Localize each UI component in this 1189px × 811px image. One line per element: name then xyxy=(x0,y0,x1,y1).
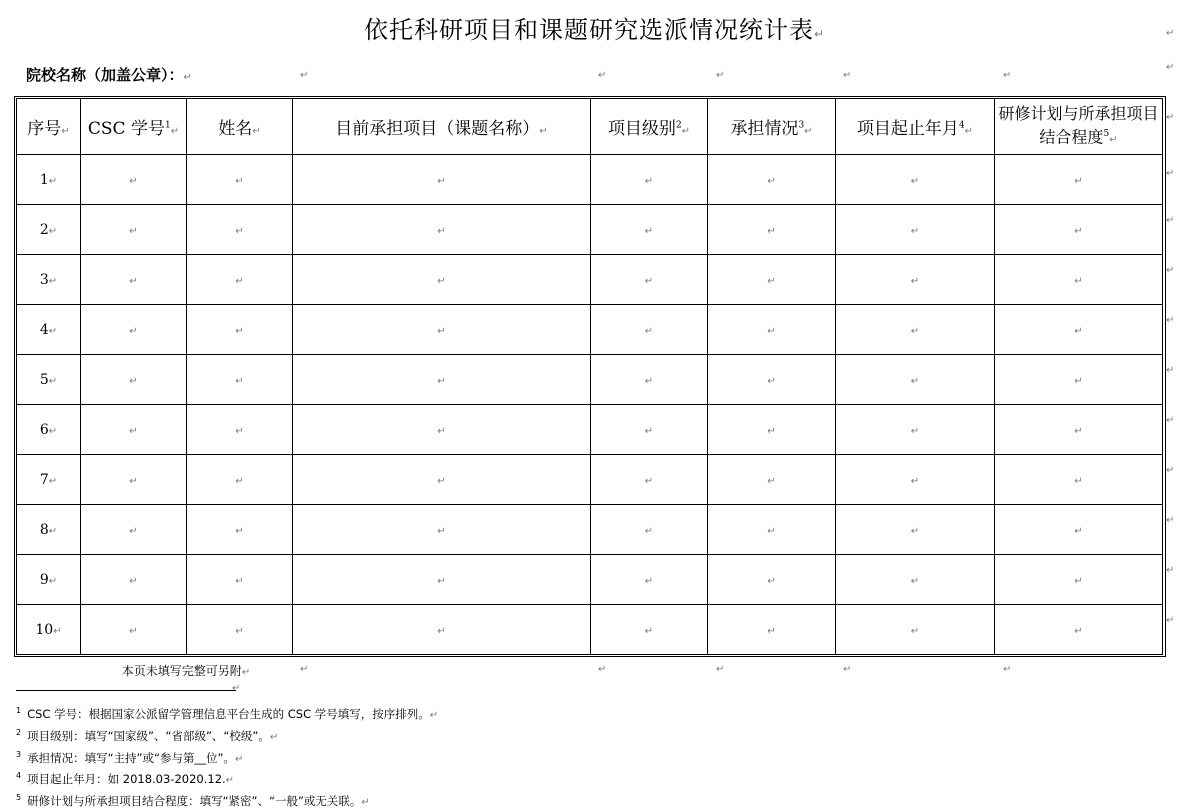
table-cell[interactable] xyxy=(836,305,995,355)
table-row xyxy=(17,555,1163,605)
column-header xyxy=(995,99,1163,155)
paragraph-mark: ↵ xyxy=(437,325,446,337)
row-number-cell xyxy=(17,455,81,505)
paragraph-mark: ↵ xyxy=(235,475,244,487)
paragraph-mark: ↵ xyxy=(48,475,58,487)
paragraph-mark: ↵ xyxy=(644,475,654,487)
table-cell[interactable] xyxy=(187,355,293,405)
paragraph-mark: ↵ xyxy=(235,625,244,637)
table-cell[interactable] xyxy=(995,255,1163,305)
table-cell[interactable] xyxy=(293,555,591,605)
paragraph-mark: ↵ xyxy=(235,225,244,237)
footnote-ref: 3 xyxy=(798,120,805,131)
paragraph-mark: ↵ xyxy=(129,625,138,637)
table-cell[interactable] xyxy=(81,355,187,405)
table-cell[interactable] xyxy=(591,305,708,355)
footnote-text: 研修计划与所承担项目结合程度：填写“紧密”、“一般”或无关联。 xyxy=(27,794,362,809)
column-header-label: 目前承担项目（课题名称） xyxy=(335,119,540,139)
paragraph-mark: ↵ xyxy=(235,275,244,287)
paragraph-mark: ↵ xyxy=(644,325,654,337)
paragraph-mark: ↵ xyxy=(813,27,826,41)
table-row xyxy=(17,155,1163,205)
paragraph-mark: ↵ xyxy=(1166,515,1175,526)
column-header xyxy=(17,99,81,155)
table-cell[interactable] xyxy=(708,205,836,255)
paragraph-mark: ↵ xyxy=(53,625,62,637)
table-cell[interactable] xyxy=(293,205,591,255)
table-cell[interactable] xyxy=(708,355,836,405)
paragraph-mark: ↵ xyxy=(1074,275,1083,287)
paragraph-mark: ↵ xyxy=(129,175,138,187)
paragraph-mark: ↵ xyxy=(48,175,58,187)
table-header-row xyxy=(17,99,1163,155)
table-cell[interactable] xyxy=(836,605,995,655)
column-header-label: 研修计划与所承担项目结合程度 xyxy=(998,103,1159,147)
table-cell[interactable] xyxy=(708,305,836,355)
paragraph-mark: ↵ xyxy=(437,575,446,587)
table-cell[interactable] xyxy=(187,455,293,505)
footnote-ref: 2 xyxy=(675,120,682,131)
table-cell[interactable] xyxy=(708,455,836,505)
paragraph-mark: ↵ xyxy=(910,475,920,487)
column-header-label: 承担情况 xyxy=(730,119,799,139)
paragraph-mark: ↵ xyxy=(234,753,244,765)
table-cell[interactable] xyxy=(293,505,591,555)
statistics-table xyxy=(16,98,1163,655)
paragraph-mark: ↵ xyxy=(910,575,920,587)
table-cell[interactable] xyxy=(187,205,293,255)
table-cell[interactable] xyxy=(995,305,1163,355)
table-cell[interactable] xyxy=(995,405,1163,455)
table-cell[interactable] xyxy=(995,605,1163,655)
paragraph-mark: ↵ xyxy=(48,575,58,587)
footnote-number: 5 xyxy=(16,793,22,803)
paragraph-mark: ↵ xyxy=(1166,315,1175,326)
paragraph-mark: ↵ xyxy=(767,175,776,187)
table-cell[interactable] xyxy=(836,405,995,455)
paragraph-mark: ↵ xyxy=(129,275,138,287)
paragraph-mark: ↵ xyxy=(48,425,58,437)
paragraph-mark: ↵ xyxy=(48,225,58,237)
paragraph-mark: ↵ xyxy=(1074,475,1083,487)
paragraph-mark: ↵ xyxy=(767,625,776,637)
table-cell[interactable] xyxy=(995,355,1163,405)
table-cell[interactable] xyxy=(995,555,1163,605)
table-cell[interactable] xyxy=(81,205,187,255)
table-cell[interactable] xyxy=(187,155,293,205)
paragraph-mark: ↵ xyxy=(235,525,244,537)
paragraph-mark: ↵ xyxy=(910,625,920,637)
school-name-label: 院校名称（加盖公章）：↵ xyxy=(26,66,192,84)
column-header-label: 项目起止年月 xyxy=(856,119,959,139)
paragraph-mark: ↵ xyxy=(437,475,446,487)
table-cell[interactable] xyxy=(293,605,591,655)
table-cell[interactable] xyxy=(81,455,187,505)
paragraph-mark: ↵ xyxy=(910,175,920,187)
footnotes xyxy=(16,702,438,811)
paragraph-mark: ↵ xyxy=(1074,575,1083,587)
paragraph-mark: ↵ xyxy=(1109,134,1118,146)
paragraph-mark: ↵ xyxy=(235,325,244,337)
table-cell[interactable] xyxy=(293,255,591,305)
paragraph-mark: ↵ xyxy=(129,525,138,537)
paragraph-mark: ↵ xyxy=(129,475,138,487)
footnote-number: 1 xyxy=(16,706,22,715)
paragraph-mark: ↵ xyxy=(129,375,138,387)
footnote-ref: 4 xyxy=(958,120,965,131)
paragraph-mark: ↵ xyxy=(843,664,852,675)
column-header-label: 姓名 xyxy=(218,119,253,139)
table-cell[interactable] xyxy=(836,505,995,555)
row-number: 6 xyxy=(39,421,49,438)
table-cell[interactable] xyxy=(591,605,708,655)
footnote-item xyxy=(16,724,438,746)
paragraph-mark: ↵ xyxy=(1074,425,1083,437)
table-cell[interactable] xyxy=(708,155,836,205)
row-number-cell xyxy=(17,505,81,555)
table-cell[interactable] xyxy=(187,305,293,355)
paragraph-mark: ↵ xyxy=(910,375,920,387)
paragraph-mark: ↵ xyxy=(1166,215,1175,226)
paragraph-mark: ↵ xyxy=(183,72,192,83)
row-number-cell xyxy=(17,355,81,405)
paragraph-mark: ↵ xyxy=(681,126,691,137)
continuation-note: 本页未填写完整可另附↵ xyxy=(80,656,292,679)
table-cell[interactable] xyxy=(995,505,1163,555)
table-cell[interactable] xyxy=(591,155,708,205)
paragraph-mark: ↵ xyxy=(843,70,852,81)
row-number-cell xyxy=(17,255,81,305)
table-cell[interactable] xyxy=(591,455,708,505)
paragraph-mark: ↵ xyxy=(1166,62,1175,73)
paragraph-mark: ↵ xyxy=(910,525,920,537)
table-cell[interactable] xyxy=(708,255,836,305)
paragraph-mark: ↵ xyxy=(1166,465,1175,476)
footnote-ref: 1 xyxy=(164,120,171,131)
paragraph-mark: ↵ xyxy=(767,475,776,487)
paragraph-mark: ↵ xyxy=(235,175,244,187)
paragraph-mark: ↵ xyxy=(437,525,446,537)
column-header xyxy=(81,99,187,155)
paragraph-mark: ↵ xyxy=(964,126,974,137)
row-number: 7 xyxy=(39,471,49,488)
row-number-cell xyxy=(17,155,81,205)
table-cell[interactable] xyxy=(836,355,995,405)
page-title: 依托科研项目和课题研究选派情况统计表↵ xyxy=(363,16,826,44)
paragraph-mark: ↵ xyxy=(48,375,58,387)
table-cell[interactable] xyxy=(81,155,187,205)
footnote-item xyxy=(16,789,438,811)
column-header xyxy=(836,99,995,155)
footnote-ref: 5 xyxy=(1103,128,1110,139)
paragraph-mark: ↵ xyxy=(1166,112,1175,123)
paragraph-mark: ↵ xyxy=(767,425,776,437)
paragraph-mark: ↵ xyxy=(235,425,244,437)
table-cell[interactable] xyxy=(81,605,187,655)
paragraph-mark: ↵ xyxy=(767,325,776,337)
table-cell[interactable] xyxy=(187,555,293,605)
table-row xyxy=(17,255,1163,305)
table-cell[interactable] xyxy=(708,505,836,555)
column-header xyxy=(591,99,708,155)
table-cell[interactable] xyxy=(293,455,591,505)
paragraph-mark: ↵ xyxy=(429,709,439,721)
table-cell[interactable] xyxy=(836,155,995,205)
paragraph-mark: ↵ xyxy=(61,126,70,137)
paragraph-mark: ↵ xyxy=(225,775,235,787)
paragraph-mark: ↵ xyxy=(235,575,244,587)
footnote-item xyxy=(16,702,438,724)
row-number-cell xyxy=(17,605,81,655)
table-row xyxy=(17,205,1163,255)
footnote-text: 承担情况：填写“主持”或“参与第__位”。 xyxy=(27,750,235,765)
paragraph-mark: ↵ xyxy=(437,275,446,287)
paragraph-mark: ↵ xyxy=(1074,225,1083,237)
table-cell[interactable] xyxy=(293,405,591,455)
footnote-text: 项目起止年月：如 2018.03-2020.12. xyxy=(27,772,226,787)
paragraph-mark: ↵ xyxy=(437,175,446,187)
table-row xyxy=(17,355,1163,405)
table-row xyxy=(17,455,1163,505)
paragraph-mark: ↵ xyxy=(644,225,654,237)
paragraph-mark: ↵ xyxy=(767,525,776,537)
footnote-item xyxy=(16,767,438,789)
paragraph-mark: ↵ xyxy=(1166,168,1175,179)
footnote-number: 3 xyxy=(16,749,22,759)
table-cell[interactable] xyxy=(708,555,836,605)
table-cell[interactable] xyxy=(591,555,708,605)
paragraph-mark: ↵ xyxy=(598,70,607,81)
paragraph-mark: ↵ xyxy=(300,664,309,675)
row-number: 2 xyxy=(39,221,49,238)
paragraph-mark: ↵ xyxy=(129,425,138,437)
table-cell[interactable] xyxy=(81,255,187,305)
paragraph-mark: ↵ xyxy=(241,667,251,678)
paragraph-mark: ↵ xyxy=(1074,375,1083,387)
table-cell[interactable] xyxy=(836,555,995,605)
paragraph-mark: ↵ xyxy=(644,275,654,287)
table-cell[interactable] xyxy=(591,405,708,455)
table-cell[interactable] xyxy=(187,405,293,455)
row-number-cell xyxy=(17,305,81,355)
table-cell[interactable] xyxy=(81,555,187,605)
paragraph-mark: ↵ xyxy=(598,664,607,675)
table-cell[interactable] xyxy=(293,355,591,405)
table-cell[interactable] xyxy=(836,455,995,505)
table-row xyxy=(17,605,1163,655)
paragraph-mark: ↵ xyxy=(644,625,654,637)
paragraph-mark: ↵ xyxy=(910,225,920,237)
paragraph-mark: ↵ xyxy=(910,325,920,337)
row-number: 5 xyxy=(39,371,49,388)
column-header-label: 序号 xyxy=(27,119,62,139)
paragraph-mark: ↵ xyxy=(716,664,725,675)
table-cell[interactable] xyxy=(995,155,1163,205)
table-cell[interactable] xyxy=(995,205,1163,255)
table-cell[interactable] xyxy=(187,605,293,655)
paragraph-mark: ↵ xyxy=(48,275,58,287)
paragraph-mark: ↵ xyxy=(767,375,776,387)
table-row xyxy=(17,305,1163,355)
paragraph-mark: ↵ xyxy=(1074,175,1083,187)
paragraph-mark: ↵ xyxy=(1166,265,1175,276)
table-row xyxy=(17,505,1163,555)
paragraph-mark: ↵ xyxy=(644,375,654,387)
paragraph-mark: ↵ xyxy=(437,375,446,387)
column-header xyxy=(293,99,591,155)
paragraph-mark: ↵ xyxy=(767,225,776,237)
footnote-number: 4 xyxy=(16,771,22,781)
row-number-cell xyxy=(17,405,81,455)
row-number: 3 xyxy=(39,271,49,288)
paragraph-mark: ↵ xyxy=(361,797,370,809)
row-number: 4 xyxy=(39,321,49,338)
footnote-number: 2 xyxy=(16,727,22,737)
paragraph-mark: ↵ xyxy=(644,525,654,537)
paragraph-mark: ↵ xyxy=(1003,664,1012,675)
footnote-separator xyxy=(16,690,236,691)
paragraph-mark: ↵ xyxy=(232,683,241,694)
paragraph-mark: ↵ xyxy=(1166,28,1175,39)
paragraph-mark: ↵ xyxy=(437,425,446,437)
table-cell[interactable] xyxy=(836,205,995,255)
paragraph-mark: ↵ xyxy=(252,126,261,137)
paragraph-mark: ↵ xyxy=(269,731,279,743)
table-cell[interactable] xyxy=(187,255,293,305)
table-cell[interactable] xyxy=(591,505,708,555)
paragraph-mark: ↵ xyxy=(644,425,654,437)
paragraph-mark: ↵ xyxy=(644,575,654,587)
paragraph-mark: ↵ xyxy=(235,375,244,387)
paragraph-mark: ↵ xyxy=(1074,325,1083,337)
row-number: 9 xyxy=(39,571,49,588)
paragraph-mark: ↵ xyxy=(129,225,138,237)
paragraph-mark: ↵ xyxy=(910,425,920,437)
paragraph-mark: ↵ xyxy=(129,575,138,587)
table-cell[interactable] xyxy=(836,255,995,305)
paragraph-mark: ↵ xyxy=(1166,565,1175,576)
row-number: 1 xyxy=(39,171,49,188)
column-header-label: CSC 学号 xyxy=(87,119,165,139)
paragraph-mark: ↵ xyxy=(1003,70,1012,81)
table-cell[interactable] xyxy=(995,455,1163,505)
table-cell[interactable] xyxy=(591,205,708,255)
paragraph-mark: ↵ xyxy=(539,126,548,137)
column-header xyxy=(187,99,293,155)
table-cell[interactable] xyxy=(81,405,187,455)
paragraph-mark: ↵ xyxy=(716,70,725,81)
paragraph-mark: ↵ xyxy=(767,575,776,587)
table-cell[interactable] xyxy=(591,355,708,405)
footnote-text: 项目级别：填写“国家级”、“省部级”、“校级”。 xyxy=(27,728,270,743)
paragraph-mark: ↵ xyxy=(129,325,138,337)
column-header xyxy=(708,99,836,155)
table-cell[interactable] xyxy=(591,255,708,305)
table-cell[interactable] xyxy=(293,305,591,355)
table-cell[interactable] xyxy=(81,505,187,555)
table-cell[interactable] xyxy=(708,405,836,455)
paragraph-mark: ↵ xyxy=(1074,525,1083,537)
paragraph-mark: ↵ xyxy=(804,126,813,137)
paragraph-mark: ↵ xyxy=(170,126,180,137)
paragraph-mark: ↵ xyxy=(48,325,58,337)
column-header-label: 项目级别 xyxy=(607,119,676,139)
row-number: 10 xyxy=(35,621,54,638)
row-number: 8 xyxy=(39,521,49,538)
table-cell[interactable] xyxy=(293,155,591,205)
table-cell[interactable] xyxy=(81,305,187,355)
paragraph-mark: ↵ xyxy=(1074,625,1083,637)
row-number-cell xyxy=(17,205,81,255)
paragraph-mark: ↵ xyxy=(644,175,654,187)
paragraph-mark: ↵ xyxy=(48,525,58,537)
paragraph-mark: ↵ xyxy=(1166,365,1175,376)
table-cell[interactable] xyxy=(708,605,836,655)
row-number-cell xyxy=(17,555,81,605)
paragraph-mark: ↵ xyxy=(300,70,309,81)
footnote-item xyxy=(16,746,438,768)
paragraph-mark: ↵ xyxy=(1166,415,1175,426)
table-cell[interactable] xyxy=(187,505,293,555)
paragraph-mark: ↵ xyxy=(437,225,446,237)
table-row xyxy=(17,405,1163,455)
paragraph-mark: ↵ xyxy=(767,275,776,287)
paragraph-mark: ↵ xyxy=(1166,615,1175,626)
footnote-text: CSC 学号：根据国家公派留学管理信息平台生成的 CSC 学号填写，按序排列。 xyxy=(27,706,430,721)
paragraph-mark: ↵ xyxy=(910,275,920,287)
paragraph-mark: ↵ xyxy=(437,625,446,637)
